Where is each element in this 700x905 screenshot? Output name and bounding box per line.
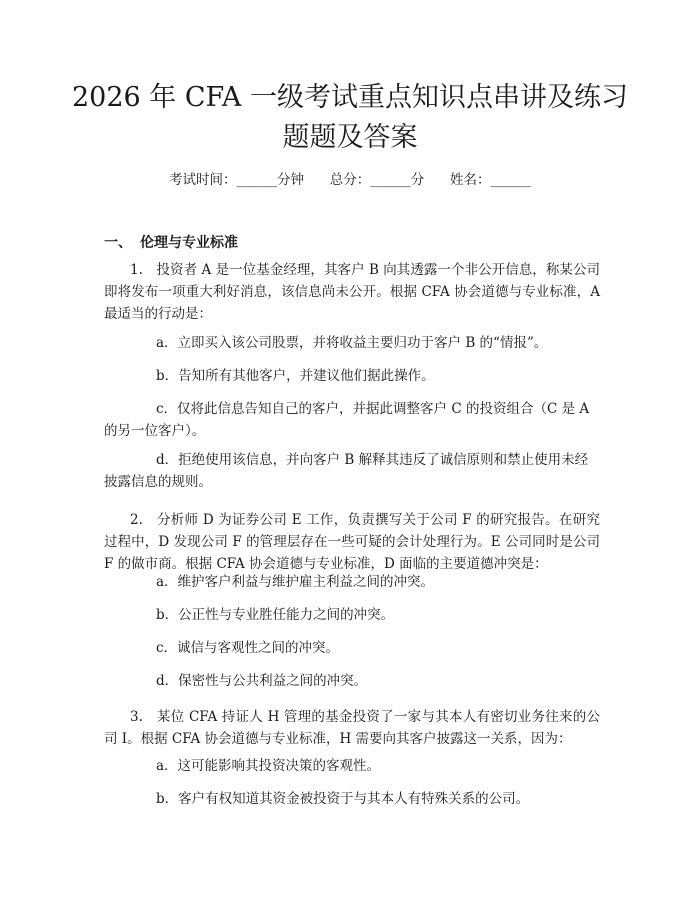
question-1-option-c: c．仅将此信息告知自己的客户，并据此调整客户 C 的投资组合（C 是 A 的另一位客户）。 xyxy=(104,401,590,439)
section-label: 伦理与专业标准 xyxy=(140,235,238,251)
section-number: 一、 xyxy=(104,235,132,251)
question-2-stem: 2. 分析师 D 为证券公司 E 工作，负责撰写关于公司 F 的研究报告。在研究过程中，D 发现公司 F 的管理层存在一些可疑的会计处理行为。E 公司同时是公司 F 的做市商。根据 CFA 协会道德与专业标准，D 面临的主要道德冲突是： xyxy=(104,512,600,572)
question-2-option-b: b．公正性与专业胜任能力之间的冲突。 xyxy=(156,607,395,623)
question-2-option-c: c．诚信与客观性之间的冲突。 xyxy=(156,640,340,656)
exam-info-line: 考试时间：______分钟 总分：______分 姓名：______ xyxy=(169,172,531,188)
question-2-option-a: a．维护客户利益与维护雇主利益之间的冲突。 xyxy=(156,574,435,590)
section-heading xyxy=(104,232,238,252)
question-2-option-d: d．保密性与公共利益之间的冲突。 xyxy=(156,673,368,689)
question-3-option-a: a．这可能影响其投资决策的客观性。 xyxy=(156,758,381,774)
question-3-option-b: b．客户有权知道其资金被投资于与其本人有特殊关系的公司。 xyxy=(156,791,530,807)
question-1-stem: 1. 投资者 A 是一位基金经理，其客户 B 向其透露一个非公开信息，称某公司即将发布一项重大利好消息，该信息尚未公开。根据 CFA 协会道德与专业标准，A 最适当的行动是： xyxy=(104,262,600,322)
document-title: 2026 年 CFA 一级考试重点知识点串讲及练习题题及答案 xyxy=(71,82,628,153)
question-1-option-d: d．拒绝使用该信息，并向客户 B 解释其违反了诚信原则和禁止使用未经披露信息的规则。 xyxy=(104,452,589,490)
question-1-option-b: b．告知所有其他客户，并建议他们据此操作。 xyxy=(156,368,435,384)
question-1-option-a: a．立即买入该公司股票，并将收益主要归功于客户 B 的“情报”。 xyxy=(156,335,548,351)
question-3-stem: 3. 某位 CFA 持证人 H 管理的基金投资了一家与其本人有密切业务往来的公司 I。根据 CFA 协会道德与专业标准，H 需要向其客户披露这一关系，因为： xyxy=(104,709,600,747)
